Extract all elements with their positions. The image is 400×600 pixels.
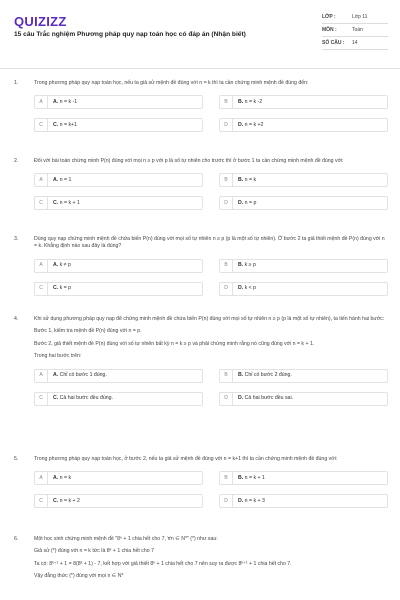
option-text: n = k+1 (59, 121, 77, 128)
option-text: n = k + 2 (59, 497, 80, 504)
option-letter: A (35, 370, 48, 382)
option-letter: A (35, 472, 48, 484)
question-text: Trong phương pháp quy nạp toán học, ở bước 2, nếu ta giả sử mệnh đề đúng với n = k+1 thì ta cần chứng minh mệnh đề đúng với: (34, 456, 338, 462)
option-letter: B (220, 260, 233, 272)
option-label: B. (238, 176, 244, 183)
option-letter: D (220, 197, 233, 209)
meta-value: Lớp 11 (352, 14, 368, 20)
option-b[interactable] (219, 259, 388, 273)
option-a[interactable] (34, 173, 203, 187)
answer-options (34, 471, 388, 508)
option-d[interactable] (219, 392, 388, 406)
option-label: A. (53, 474, 59, 481)
option-letter: A (35, 260, 48, 272)
question-step: Bước 2, giả thiết mệnh đề P(n) đúng với số tự nhiên bất kỳ n = k ≥ p và phải chứng minh rằng nó cũng đúng với n = k + 1. (34, 340, 315, 347)
question-5 (14, 456, 388, 508)
option-c[interactable] (34, 282, 203, 296)
option-b[interactable] (219, 369, 388, 383)
question-number: 2. (14, 158, 19, 164)
option-text: k ≥ p (244, 262, 256, 269)
meta-key: MÔN : (322, 27, 337, 33)
option-text: Cả hai bước đều đúng. (59, 394, 113, 401)
option-letter: A (35, 96, 48, 108)
meta-key: LỚP : (322, 14, 336, 20)
option-text: n = k (244, 176, 257, 183)
question-number: 5. (14, 456, 19, 462)
option-letter: C (35, 119, 48, 131)
option-label: D. (238, 121, 244, 128)
meta-value: 14 (352, 40, 358, 46)
option-letter: D (220, 495, 233, 507)
option-c[interactable] (34, 494, 203, 508)
option-text: Chỉ có bước 1 đúng. (59, 371, 107, 378)
option-label: A. (53, 371, 59, 378)
option-letter: B (220, 96, 233, 108)
option-text: Chỉ có bước 2 đúng. (244, 371, 292, 378)
option-letter: C (35, 393, 48, 405)
question-1 (14, 80, 388, 132)
option-letter: A (35, 174, 48, 186)
question-step: Giả sử (*) đúng với n = k tức là 8ᵏ + 1 chia hết cho 7 (34, 548, 154, 555)
option-letter: C (35, 495, 48, 507)
option-letter: D (220, 283, 233, 295)
option-letter: B (220, 370, 233, 382)
option-text: k ≠ p (59, 262, 71, 269)
option-b[interactable] (219, 471, 388, 485)
meta-value: Toán (352, 27, 363, 33)
option-text: n = 1 (59, 176, 72, 183)
question-text: Đối với bài toán chứng minh P(n) đúng với mọi n ≥ p với p là số tự nhiên cho trước thì ở bước 1 ta cần chứng minh mệnh đề đúng với: (34, 158, 344, 164)
option-letter: B (220, 174, 233, 186)
option-d[interactable] (219, 118, 388, 132)
option-letter: C (35, 197, 48, 209)
answer-options (34, 259, 388, 296)
meta-row-subject (322, 24, 388, 37)
option-a[interactable] (34, 259, 203, 273)
option-label: B. (238, 262, 244, 269)
option-letter: D (220, 393, 233, 405)
option-text: n = k + 1 (244, 474, 265, 481)
option-letter: C (35, 283, 48, 295)
page-title: 15 câu Trắc nghiệm Phương pháp quy nạp toán học có đáp án (Nhận biết) (14, 31, 246, 38)
option-label: B. (238, 98, 244, 105)
option-label: D. (238, 394, 244, 401)
option-d[interactable] (219, 494, 388, 508)
question-number: 3. (14, 236, 19, 242)
option-label: B. (238, 474, 244, 481)
option-a[interactable] (34, 95, 203, 109)
option-c[interactable] (34, 392, 203, 406)
option-text: n = k -1 (59, 98, 78, 105)
question-text: Một học sinh chứng minh mệnh đề "8ⁿ + 1 chia hết cho 7, ∀n ∈ N*" (*) như sau: (34, 536, 218, 542)
question-4 (14, 316, 388, 406)
answer-options (34, 173, 388, 210)
option-label: C. (53, 285, 59, 292)
option-text: n = k (59, 474, 72, 481)
option-c[interactable] (34, 118, 203, 132)
question-number: 1. (14, 80, 19, 86)
question-text: Trong phương pháp quy nạp toán học, nếu ta giả sử mệnh đề đúng với n = k thì ta cần chứng minh mệnh đề đúng đến: (34, 80, 309, 86)
quizizz-logo: QUIZIZZ (14, 14, 67, 29)
question-number: 6. (14, 536, 19, 542)
question-2 (14, 158, 388, 210)
option-d[interactable] (219, 282, 388, 296)
option-label: B. (238, 371, 244, 378)
question-3 (14, 236, 388, 296)
question-prompt: Trong hai bước trên: (34, 353, 82, 360)
option-text: n = k + 1 (59, 199, 80, 206)
question-text: Dùng quy nạp chứng minh mệnh đề chứa biến P(n) đúng với mọi số tự nhiên n ≥ p (p là một số tự nhiên). Ở bước 2 ta giả thiết mệnh đề P(n) đúng với n = k. Khẳng định nào sau đây là đúng? (34, 236, 385, 250)
option-text: n = k +2 (244, 121, 264, 128)
question-number: 4. (14, 316, 19, 322)
option-label: C. (53, 121, 59, 128)
option-label: C. (53, 394, 59, 401)
option-a[interactable] (34, 471, 203, 485)
option-label: D. (238, 285, 244, 292)
quiz-meta-table (322, 11, 388, 50)
option-b[interactable] (219, 173, 388, 187)
meta-row-class (322, 11, 388, 24)
question-6 (14, 536, 388, 586)
question-step: Vậy đẳng thức (*) đúng với mọi n ∈ N* (34, 573, 124, 580)
option-label: C. (53, 497, 59, 504)
option-letter: B (220, 472, 233, 484)
answer-options (34, 369, 388, 406)
option-label: A. (53, 262, 59, 269)
option-label: C. (53, 199, 59, 206)
option-text: n = k + 3 (244, 497, 265, 504)
header-divider (0, 68, 400, 69)
option-text: k < p (244, 285, 257, 292)
option-text: n = k -2 (244, 98, 263, 105)
answer-options (34, 95, 388, 132)
question-text: Khi sử dụng phương pháp quy nạp để chứng minh mệnh đề chứa biến P(n) đúng với mọi số tự nhiên n ≥ p (p là một số tự nhiên), ta tiến hành hai bước: (34, 316, 385, 322)
option-a[interactable] (34, 369, 203, 383)
meta-key: SỐ CÂU : (322, 40, 345, 46)
option-label: A. (53, 176, 59, 183)
meta-row-count (322, 37, 388, 50)
option-label: D. (238, 199, 244, 206)
question-step: Ta có: 8ᵏ⁺¹ + 1 = 8(8ᵏ + 1) - 7, kết hợp với giả thiết 8ᵏ + 1 chia hết cho 7 nên suy ra được 8ᵏ⁺¹ + 1 chia hết cho 7. (34, 560, 292, 567)
question-step: Bước 1, kiểm tra mệnh đề P(n) đúng với n = p. (34, 328, 142, 335)
option-text: Cả hai bước đều sai. (244, 394, 294, 401)
option-d[interactable] (219, 196, 388, 210)
option-label: D. (238, 497, 244, 504)
option-c[interactable] (34, 196, 203, 210)
option-b[interactable] (219, 95, 388, 109)
option-text: n = p (244, 199, 257, 206)
option-letter: D (220, 119, 233, 131)
option-label: A. (53, 98, 59, 105)
option-text: k = p (59, 285, 72, 292)
